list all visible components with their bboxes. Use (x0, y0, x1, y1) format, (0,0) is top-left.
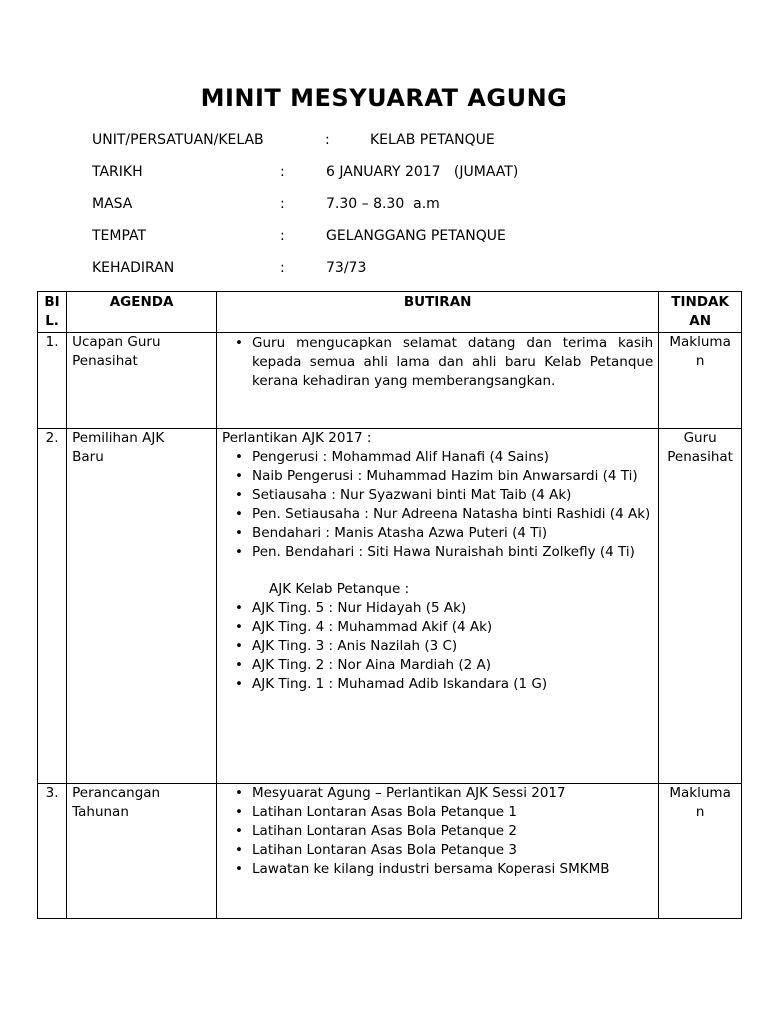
list-item: • Setiausaha : Nur Syazwani binti Mat Taib (4 Ak) (252, 486, 653, 505)
info-label: UNIT/PERSATUAN/KELAB (92, 132, 264, 148)
butiran-list (222, 334, 653, 391)
info-colon: : (280, 164, 285, 180)
row-agenda: Perancangan Tahunan (67, 784, 217, 919)
row-tindakan: Makluma n (659, 333, 742, 429)
info-colon: : (280, 260, 285, 276)
list-item: • AJK Ting. 2 : Nor Aina Mardiah (2 A) (252, 656, 653, 675)
list-item: • Latihan Lontaran Asas Bola Petanque 1 (252, 803, 653, 822)
list-item: • Pen. Bendahari : Siti Hawa Nuraishah binti Zolkefly (4 Ti) (252, 543, 653, 562)
row-butiran (217, 784, 659, 919)
info-label: KEHADIRAN (92, 260, 175, 276)
list-item: • AJK Ting. 1 : Muhamad Adib Iskandara (1 G) (252, 675, 653, 694)
list-item: • Latihan Lontaran Asas Bola Petanque 3 (252, 841, 653, 860)
butiran-intro: Perlantikan AJK 2017 : (222, 430, 372, 446)
table-row (38, 784, 742, 919)
row-butiran (217, 333, 659, 429)
list-item: • Naib Pengerusi : Muhammad Hazim bin Anwarsardi (4 Ti) (252, 467, 653, 486)
table-row (38, 333, 742, 429)
header-tindakan: TINDAK AN (659, 292, 742, 333)
info-colon: : (280, 196, 285, 212)
minutes-table (37, 291, 742, 919)
info-value: KELAB PETANQUE (370, 132, 495, 148)
list-item: • AJK Ting. 3 : Anis Nazilah (3 C) (252, 637, 653, 656)
table-header-row (38, 292, 742, 333)
list-item: • Pen. Setiausaha : Nur Adreena Natasha binti Rashidi (4 Ak) (252, 505, 653, 524)
plan-list (222, 784, 653, 879)
row-tindakan: Guru Penasihat (659, 429, 742, 784)
butiran-subheading: AJK Kelab Petanque : (269, 581, 410, 597)
page-title: MINIT MESYUARAT AGUNG (200, 84, 568, 112)
form-committee-list (222, 599, 653, 694)
row-number: 1. (38, 333, 67, 429)
info-colon: : (325, 132, 330, 148)
list-item: • Lawatan ke kilang industri bersama Koperasi SMKMB (252, 860, 653, 879)
info-label: MASA (92, 196, 133, 212)
info-value: 6 JANUARY 2017 (JUMAAT) (326, 164, 519, 180)
row-number: 3. (38, 784, 67, 919)
list-item: • Guru mengucapkan selamat datang dan terima kasih kepada semua ahli lama dan ahli baru Kelab Petanque kerana kehadiran yang memberangsangkan. (252, 334, 653, 391)
row-agenda: Ucapan Guru Penasihat (67, 333, 217, 429)
header-bil: BI L. (38, 292, 67, 333)
info-colon: : (280, 228, 285, 244)
committee-list (222, 448, 653, 562)
row-agenda: Pemilihan AJK Baru (67, 429, 217, 784)
info-label: TEMPAT (92, 228, 147, 244)
info-value: GELANGGANG PETANQUE (326, 228, 506, 244)
header-butiran: BUTIRAN (217, 292, 659, 333)
list-item: • AJK Ting. 4 : Muhammad Akif (4 Ak) (252, 618, 653, 637)
row-butiran (217, 429, 659, 784)
info-value: 7.30 – 8.30 a.m (326, 196, 440, 212)
list-item: • Pengerusi : Mohammad Alif Hanafi (4 Sains) (252, 448, 653, 467)
row-number: 2. (38, 429, 67, 784)
list-item: • AJK Ting. 5 : Nur Hidayah (5 Ak) (252, 599, 653, 618)
list-item: • Mesyuarat Agung – Perlantikan AJK Sessi 2017 (252, 784, 653, 803)
list-item: • Latihan Lontaran Asas Bola Petanque 2 (252, 822, 653, 841)
list-item: • Bendahari : Manis Atasha Azwa Puteri (4 Ti) (252, 524, 653, 543)
row-tindakan: Makluma n (659, 784, 742, 919)
info-value: 73/73 (326, 260, 367, 276)
spacer (222, 562, 653, 580)
info-label: TARIKH (92, 164, 143, 180)
header-agenda: AGENDA (67, 292, 217, 333)
table-row (38, 429, 742, 784)
